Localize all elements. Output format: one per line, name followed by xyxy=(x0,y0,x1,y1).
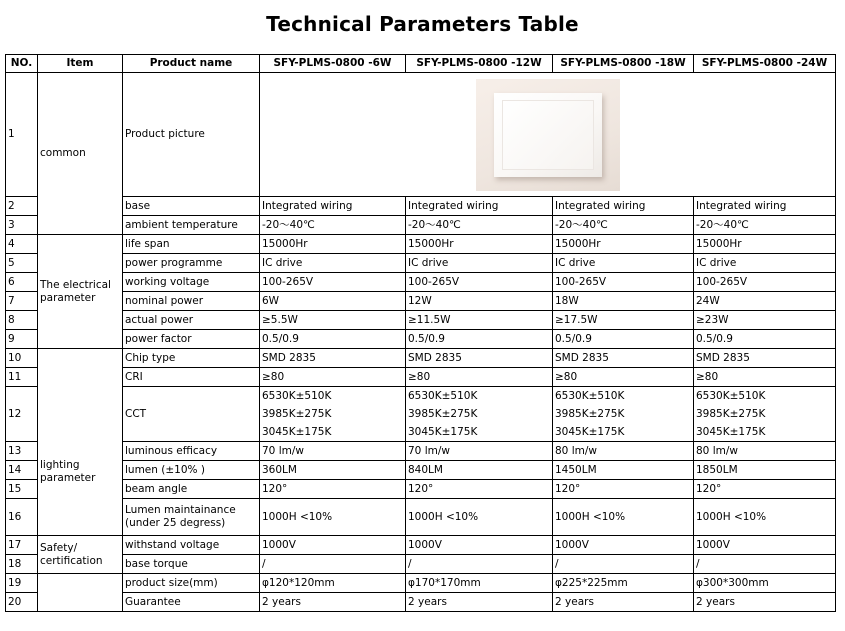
header-product-name: Product name xyxy=(123,55,260,73)
header-model-6w: SFY-PLMS-0800 -6W xyxy=(260,55,406,73)
cell-12w: 1000H <10% xyxy=(406,499,553,536)
cell-24w: 120° xyxy=(694,480,836,499)
cct-value: 3985K±275K xyxy=(408,408,478,420)
cell-12w: IC drive xyxy=(406,254,553,273)
row-label: ambient temperature xyxy=(123,216,260,235)
row-number: 10 xyxy=(6,349,38,368)
cell-12w: Integrated wiring xyxy=(406,197,553,216)
row-number: 2 xyxy=(6,197,38,216)
cell-12w: 12W xyxy=(406,292,553,311)
cct-value: 6530K±510K xyxy=(696,390,766,402)
cell-24w: IC drive xyxy=(694,254,836,273)
row-number: 4 xyxy=(6,235,38,254)
row-number: 1 xyxy=(6,73,38,197)
row-number: 5 xyxy=(6,254,38,273)
table-row xyxy=(6,536,836,555)
cell-18w: 80 lm/w xyxy=(553,442,694,461)
cct-value: 3045K±175K xyxy=(555,426,625,438)
row-label: base torque xyxy=(123,555,260,574)
row-number: 11 xyxy=(6,368,38,387)
cell-12w: ≥80 xyxy=(406,368,553,387)
header-model-12w: SFY-PLMS-0800 -12W xyxy=(406,55,553,73)
table-row xyxy=(6,311,836,330)
cell-12w: 70 lm/w xyxy=(406,442,553,461)
header-model-24w: SFY-PLMS-0800 -24W xyxy=(694,55,836,73)
row-label: Lumen maintainance (under 25 degress) xyxy=(123,499,260,536)
cell-6w: ≥80 xyxy=(260,368,406,387)
cell-18w: 120° xyxy=(553,480,694,499)
table-row xyxy=(6,442,836,461)
cell-6w: 0.5/0.9 xyxy=(260,330,406,349)
group-empty xyxy=(38,574,123,612)
cell-6w: 1000H <10% xyxy=(260,499,406,536)
cct-value: 6530K±510K xyxy=(555,390,625,402)
cell-6w: 120° xyxy=(260,480,406,499)
header-model-18w: SFY-PLMS-0800 -18W xyxy=(553,55,694,73)
cell-24w xyxy=(694,387,836,442)
cell-12w: 0.5/0.9 xyxy=(406,330,553,349)
cell-18w: / xyxy=(553,555,694,574)
cell-12w: 15000Hr xyxy=(406,235,553,254)
cell-12w: 840LM xyxy=(406,461,553,480)
table-row xyxy=(6,216,836,235)
row-label: working voltage xyxy=(123,273,260,292)
cct-value: 3985K±275K xyxy=(696,408,766,420)
table-row xyxy=(6,73,836,197)
row-number: 14 xyxy=(6,461,38,480)
cell-18w xyxy=(553,387,694,442)
header-no: NO. xyxy=(6,55,38,73)
cell-6w: Integrated wiring xyxy=(260,197,406,216)
row-number: 16 xyxy=(6,499,38,536)
cell-18w: IC drive xyxy=(553,254,694,273)
row-label: nominal power xyxy=(123,292,260,311)
cell-6w: 1000V xyxy=(260,536,406,555)
table-row xyxy=(6,387,836,442)
cct-value: 3985K±275K xyxy=(555,408,625,420)
row-number: 6 xyxy=(6,273,38,292)
table-row xyxy=(6,480,836,499)
cell-24w: / xyxy=(694,555,836,574)
table-row xyxy=(6,273,836,292)
cell-18w: ≥80 xyxy=(553,368,694,387)
cell-18w: 15000Hr xyxy=(553,235,694,254)
cell-12w: SMD 2835 xyxy=(406,349,553,368)
cell-18w: φ225*225mm xyxy=(553,574,694,593)
row-label: CRI xyxy=(123,368,260,387)
header-item: Item xyxy=(38,55,123,73)
cell-12w: 100-265V xyxy=(406,273,553,292)
row-number: 9 xyxy=(6,330,38,349)
cell-12w: 2 years xyxy=(406,593,553,612)
row-number: 17 xyxy=(6,536,38,555)
header-row xyxy=(6,55,836,73)
cell-12w: -20～40℃ xyxy=(406,216,553,235)
row-number: 19 xyxy=(6,574,38,593)
row-number: 8 xyxy=(6,311,38,330)
row-label: CCT xyxy=(123,387,260,442)
cell-6w: 15000Hr xyxy=(260,235,406,254)
group-electrical: The electrical parameter xyxy=(38,235,123,349)
cell-6w xyxy=(260,387,406,442)
cell-24w: 80 lm/w xyxy=(694,442,836,461)
table-row xyxy=(6,292,836,311)
table-row xyxy=(6,235,836,254)
cell-6w: IC drive xyxy=(260,254,406,273)
cell-18w: 0.5/0.9 xyxy=(553,330,694,349)
cell-24w: Integrated wiring xyxy=(694,197,836,216)
cell-18w: 1000V xyxy=(553,536,694,555)
row-number: 20 xyxy=(6,593,38,612)
cell-24w: SMD 2835 xyxy=(694,349,836,368)
cell-6w: 70 lm/w xyxy=(260,442,406,461)
cell-6w: -20～40℃ xyxy=(260,216,406,235)
parameters-table xyxy=(5,54,836,612)
row-label: life span xyxy=(123,235,260,254)
cell-18w: 100-265V xyxy=(553,273,694,292)
cell-12w: φ170*170mm xyxy=(406,574,553,593)
cct-value: 3045K±175K xyxy=(262,426,332,438)
cell-6w: φ120*120mm xyxy=(260,574,406,593)
table-row xyxy=(6,593,836,612)
row-number: 12 xyxy=(6,387,38,442)
row-label: beam angle xyxy=(123,480,260,499)
cct-value: 3985K±275K xyxy=(262,408,332,420)
row-label: Guarantee xyxy=(123,593,260,612)
cell-18w: 18W xyxy=(553,292,694,311)
cell-24w: 100-265V xyxy=(694,273,836,292)
cell-24w: 1000V xyxy=(694,536,836,555)
table-row xyxy=(6,349,836,368)
row-number: 3 xyxy=(6,216,38,235)
cell-6w: 2 years xyxy=(260,593,406,612)
cell-12w: 120° xyxy=(406,480,553,499)
page-title: Technical Parameters Table xyxy=(266,12,579,36)
cct-value: 3045K±175K xyxy=(696,426,766,438)
cell-12w: 1000V xyxy=(406,536,553,555)
row-label: Product picture xyxy=(123,73,260,197)
table-row xyxy=(6,461,836,480)
cell-6w: / xyxy=(260,555,406,574)
cell-18w: Integrated wiring xyxy=(553,197,694,216)
row-label: base xyxy=(123,197,260,216)
cell-6w: SMD 2835 xyxy=(260,349,406,368)
table-row xyxy=(6,254,836,273)
cell-24w: 2 years xyxy=(694,593,836,612)
cell-12w xyxy=(406,387,553,442)
cell-24w: ≥23W xyxy=(694,311,836,330)
cell-6w: 360LM xyxy=(260,461,406,480)
cell-18w: SMD 2835 xyxy=(553,349,694,368)
row-number: 15 xyxy=(6,480,38,499)
product-picture xyxy=(476,79,620,191)
cct-value: 3045K±175K xyxy=(408,426,478,438)
group-common: common xyxy=(38,73,123,235)
cell-24w: φ300*300mm xyxy=(694,574,836,593)
table-row xyxy=(6,368,836,387)
row-label: power factor xyxy=(123,330,260,349)
table-row xyxy=(6,574,836,593)
cell-18w: 1000H <10% xyxy=(553,499,694,536)
cell-24w: 1000H <10% xyxy=(694,499,836,536)
cell-18w: 2 years xyxy=(553,593,694,612)
row-label: product size(mm) xyxy=(123,574,260,593)
cell-24w: 1850LM xyxy=(694,461,836,480)
table-row xyxy=(6,197,836,216)
cell-24w: 0.5/0.9 xyxy=(694,330,836,349)
cell-6w: ≥5.5W xyxy=(260,311,406,330)
row-label: Chip type xyxy=(123,349,260,368)
cell-18w: -20～40℃ xyxy=(553,216,694,235)
cct-value: 6530K±510K xyxy=(408,390,478,402)
row-label: lumen (±10% ) xyxy=(123,461,260,480)
cell-6w: 6W xyxy=(260,292,406,311)
row-number: 18 xyxy=(6,555,38,574)
cell-6w: 100-265V xyxy=(260,273,406,292)
cell-24w: 15000Hr xyxy=(694,235,836,254)
table-row xyxy=(6,555,836,574)
cell-18w: 1450LM xyxy=(553,461,694,480)
cell-24w: 24W xyxy=(694,292,836,311)
product-picture-cell xyxy=(260,73,836,197)
row-label: power programme xyxy=(123,254,260,273)
row-number: 13 xyxy=(6,442,38,461)
cct-value: 6530K±510K xyxy=(262,390,332,402)
cell-24w: -20～40℃ xyxy=(694,216,836,235)
group-safety: Safety/ certification xyxy=(38,536,123,574)
cell-12w: ≥11.5W xyxy=(406,311,553,330)
group-lighting: lighting parameter xyxy=(38,349,123,536)
row-label: actual power xyxy=(123,311,260,330)
cell-18w: ≥17.5W xyxy=(553,311,694,330)
row-label: luminous efficacy xyxy=(123,442,260,461)
table-row xyxy=(6,330,836,349)
cell-12w: / xyxy=(406,555,553,574)
table-row xyxy=(6,499,836,536)
cell-24w: ≥80 xyxy=(694,368,836,387)
table-body xyxy=(6,73,836,612)
row-number: 7 xyxy=(6,292,38,311)
row-label: withstand voltage xyxy=(123,536,260,555)
